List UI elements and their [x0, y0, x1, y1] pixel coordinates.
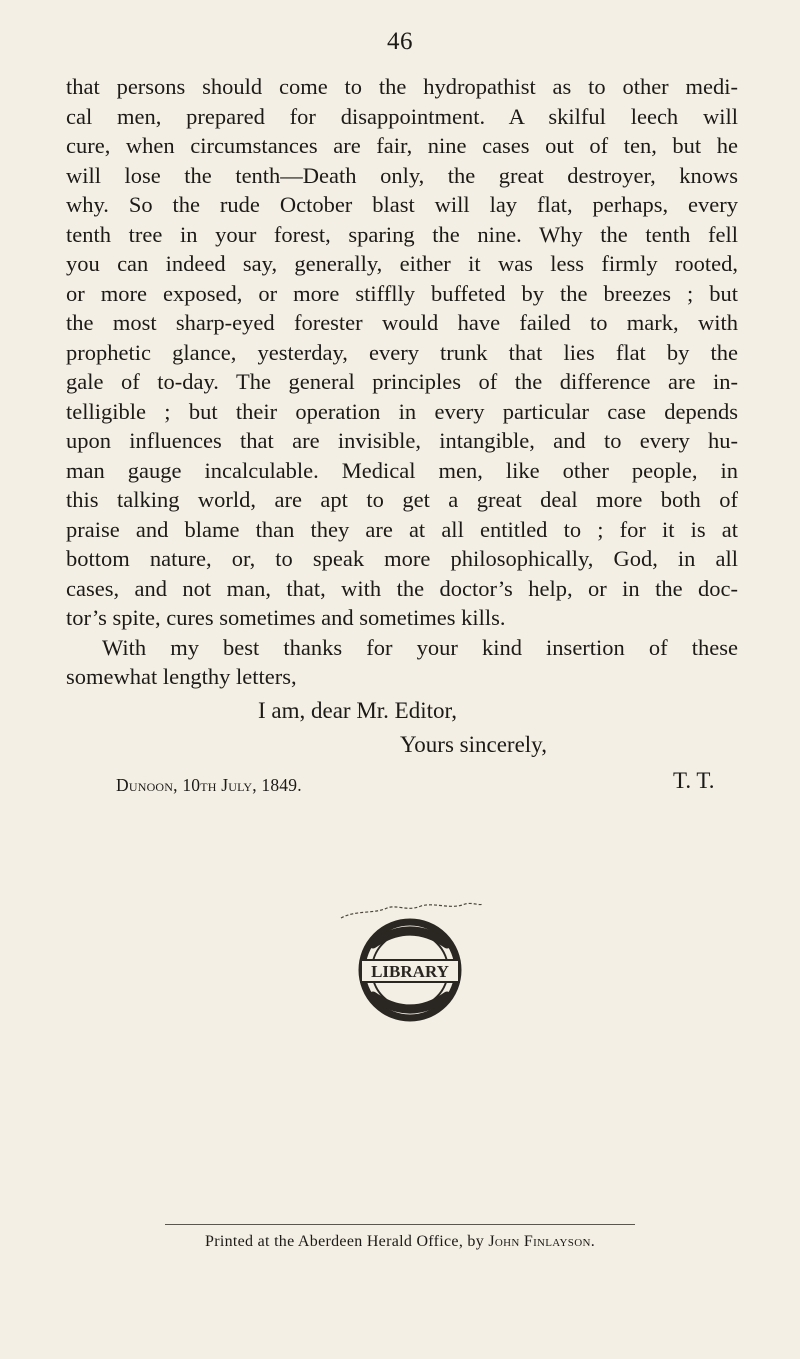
body-line: or more exposed, or more stifflly buffeted by the breezes ; but: [66, 280, 738, 306]
page-number: 46: [387, 28, 413, 55]
body-line: will lose the tenth—Death only, the great destroyer, knows: [66, 162, 738, 188]
body-line: you can indeed say, generally, either it was less firmly rooted,: [66, 251, 738, 276]
body-line: tenth tree in your forest, sparing the nine. Why the tenth fell: [66, 221, 738, 247]
valediction: Yours sincerely,: [400, 732, 547, 757]
body-line: the most sharp-eyed forester would have failed to mark, with: [66, 310, 738, 335]
stamp-label: LIBRARY: [371, 962, 449, 981]
body-line: praise and blame than they are at all entitled to ; for it is at: [66, 516, 738, 542]
footer-rule: [165, 1224, 635, 1225]
printer-name: John Finlayson.: [488, 1233, 595, 1250]
library-stamp: [335, 900, 485, 1030]
body-line: prophetic glance, yesterday, every trunk that lies flat by the: [66, 339, 738, 365]
letter-body: [66, 72, 738, 692]
body-line: this talking world, are apt to get a great deal more both of: [66, 487, 738, 512]
body-line: cases, and not man, that, with the doctor’s help, or in the doc-: [66, 575, 738, 601]
body-line: tor’s spite, cures sometimes and sometimes kills.: [66, 605, 506, 630]
body-line: bottom nature, or, to speak more philosophically, God, in all: [66, 546, 738, 571]
body-line: why. So the rude October blast will lay flat, perhaps, every: [66, 192, 738, 217]
imprint-prefix: Printed at the Aberdeen Herald Office, by: [205, 1233, 489, 1250]
body-line: gale of to-day. The general principles of the difference are in-: [66, 369, 738, 394]
body-line: cal men, prepared for disappointment. A skilful leech will: [66, 103, 738, 129]
body-line: cure, when circumstances are fair, nine cases out of ten, but he: [66, 133, 738, 158]
dateline: Dunoon, 10th July, 1849.: [116, 775, 302, 795]
body-line: somewhat lengthy letters,: [66, 664, 297, 689]
body-line: upon influences that are invisible, intangible, and to every hu-: [66, 428, 738, 453]
printer-imprint: [0, 1233, 800, 1251]
body-line: that persons should come to the hydropathist as to other medi-: [66, 74, 738, 99]
signature: T. T.: [673, 768, 715, 793]
body-line: With my best thanks for your kind insertion of these: [102, 634, 738, 660]
closing-salutation: I am, dear Mr. Editor,: [258, 698, 457, 723]
body-line: man gauge incalculable. Medical men, like other people, in: [66, 457, 738, 483]
body-line: telligible ; but their operation in every particular case depends: [66, 398, 738, 424]
